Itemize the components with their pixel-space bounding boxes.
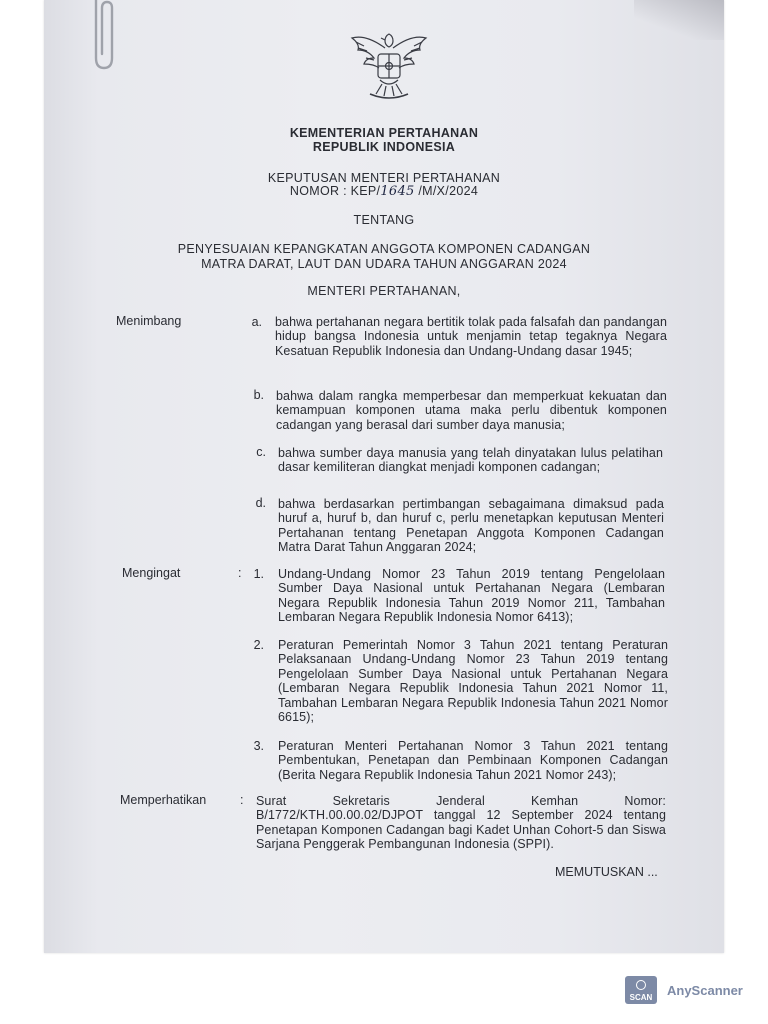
subject-line-1: PENYESUAIAN KEPANGKATAN ANGGOTA KOMPONEN CADANGAN: [177, 242, 591, 256]
mengingat-item-1: Undang-Undang Nomor 23 Tahun 2019 tentang Pengelolaan Sumber Daya Nasional untuk Pertahanan Negara (Lembaran Negara Republik Indonesia Tahun 2019 Nomor 211, Tambahan Lembaran Negara Republik Indonesia Nomor 6413);: [278, 567, 665, 625]
menimbang-item-c: bahwa sumber daya manusia yang telah dinyatakan lulus pelatihan dasar kemiliteran diangkat menjadi komponen cadangan;: [278, 446, 663, 475]
page-corner-shadow: [634, 0, 724, 40]
mengingat-label: Mengingat: [122, 566, 181, 580]
decree-number-handwritten: 1645: [380, 184, 415, 199]
menimbang-item-d: bahwa berdasarkan pertimbangan sebagaimana dimaksud pada huruf a, huruf b, dan huruf c, perlu menetapkan keputusan Menteri Pertahanan tentang Penetapan Anggota Komponen Cadangan Matra Darat Tahun Anggaran 2024;: [278, 497, 664, 555]
decree-number-suffix: /M/X/2024: [418, 184, 479, 198]
mengingat-marker-1: 1.: [253, 567, 264, 581]
menimbang-item-b: bahwa dalam rangka memperbesar dan memperkuat kekuatan dan kemampuan komponen utama maka perlu dibentuk komponen cadangan yang berasal dari sumber daya manusia;: [276, 389, 667, 432]
scanner-logo-icon: [625, 976, 657, 1004]
country-name: REPUBLIK INDONESIA: [312, 140, 456, 154]
memperhatikan-text: Surat Sekretaris Jenderal Kemhan Nomor: B/1772/KTH.00.00.02/DJPOT tanggal 12 September 2024 tentang Penetapan Komponen Cadangan bagi Kadet Unhan Cohort-5 dan Siswa Sarjana Penggerak Pembangunan Indonesia (SPPI).: [256, 794, 666, 852]
scanner-logo-label: SCAN: [629, 993, 653, 1002]
memperhatikan-label: Memperhatikan: [120, 793, 207, 807]
subject-line-2: MATRA DARAT, LAUT DAN UDARA TAHUN ANGGARAN 2024: [201, 257, 567, 271]
paperclip-icon: [88, 0, 118, 72]
continuation-text: MEMUTUSKAN ...: [555, 865, 658, 879]
decree-title: KEPUTUSAN MENTERI PERTAHANAN: [267, 171, 501, 185]
ministry-name: KEMENTERIAN PERTAHANAN: [289, 126, 479, 140]
mengingat-item-3: Peraturan Menteri Pertahanan Nomor 3 Tahun 2021 tentang Pembentukan, Penetapan dan Pembinaan Komponen Cadangan (Berita Negara Republik Indonesia Tahun 2021 Nomor 243);: [278, 739, 668, 782]
issuer-heading: MENTERI PERTAHANAN,: [307, 284, 461, 298]
decree-number: [44, 184, 724, 199]
scanner-watermark: [625, 976, 743, 1004]
mengingat-colon: :: [238, 566, 242, 580]
memperhatikan-colon: :: [240, 793, 244, 807]
menimbang-label: Menimbang: [116, 314, 182, 328]
mengingat-item-2: Peraturan Pemerintah Nomor 3 Tahun 2021 tentang Peraturan Pelaksanaan Undang-Undang Nomor 23 Tahun 2019 tentang Pengelolaan Sumber Daya Nasional untuk Pertahanan Negara (Lembaran Negara Republik Indonesia Tahun 2021 Nomor 11, Tambahan Lembaran Negara Republik Indonesia Tahun 2021 Nomor 6615);: [278, 638, 668, 725]
menimbang-marker-a: a.: [251, 315, 262, 329]
menimbang-marker-c: c.: [256, 445, 266, 459]
menimbang-item-a: bahwa pertahanan negara bertitik tolak pada falsafah dan pandangan hidup bangsa Indonesia untuk menjamin tetap tegaknya Negara Kesatuan Republik Indonesia dan Undang-Undang dasar 1945;: [275, 315, 667, 358]
menimbang-marker-d: d.: [255, 496, 266, 510]
decree-number-prefix: NOMOR : KEP/: [289, 184, 381, 198]
mengingat-marker-3: 3.: [253, 739, 264, 753]
scanner-brand: AnyScanner: [667, 982, 743, 998]
about-heading: TENTANG: [353, 213, 415, 227]
garuda-emblem-icon: [346, 28, 432, 108]
mengingat-marker-2: 2.: [253, 638, 264, 652]
menimbang-marker-b: b.: [253, 388, 264, 402]
